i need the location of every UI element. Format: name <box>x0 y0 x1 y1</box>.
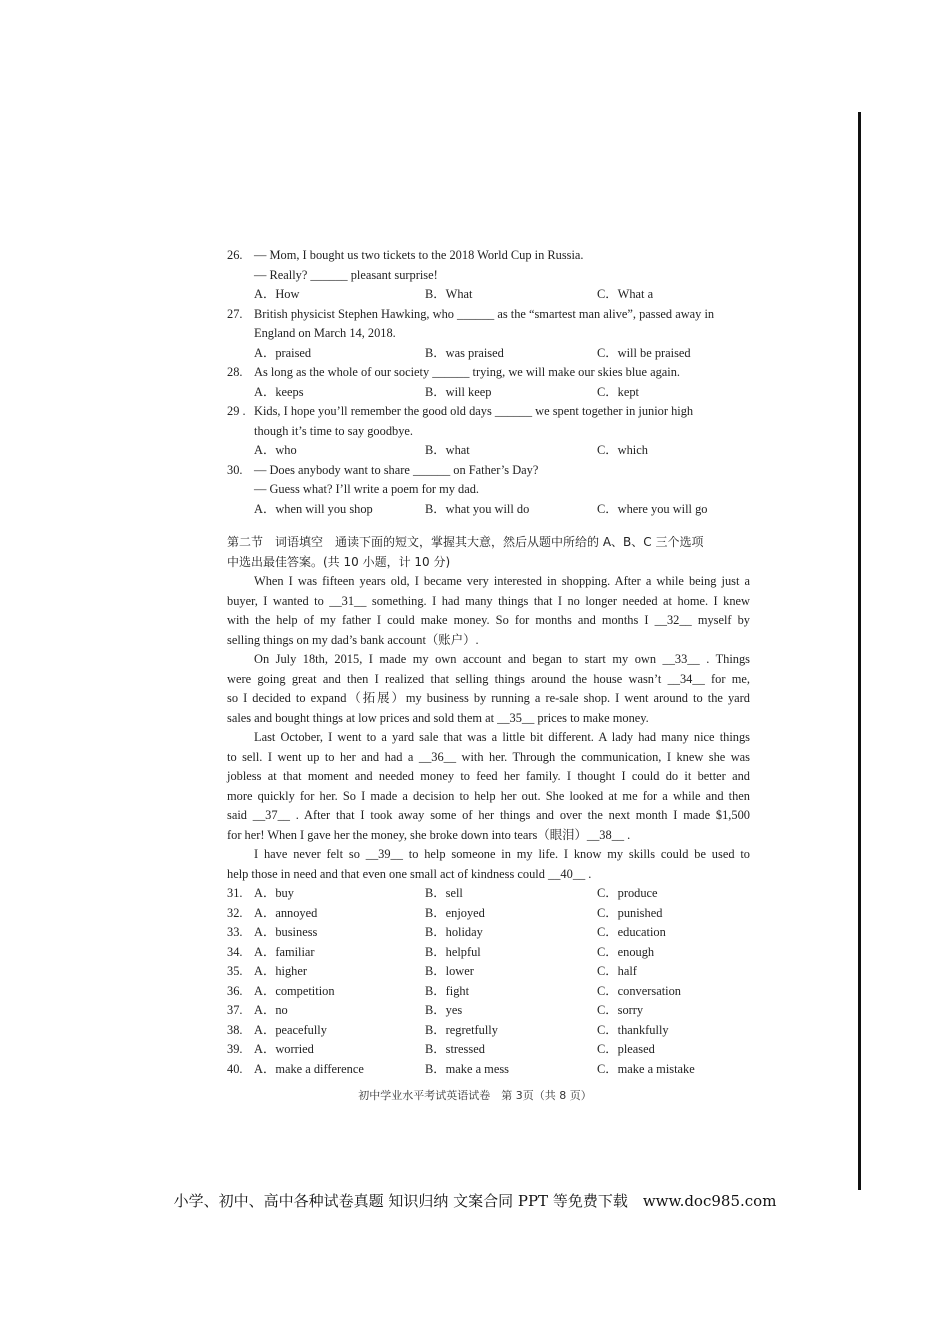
option-c: C．kept <box>597 384 639 399</box>
option-c: C．which <box>597 443 648 457</box>
option-c: C．punished <box>597 905 663 920</box>
option-a: A．keeps <box>254 384 304 399</box>
option-b: B．sell <box>425 886 463 900</box>
question-27 <box>227 305 750 364</box>
passage-line: said __37__ . After that I took away some of her things and over the next month I made $1,500 <box>227 808 750 822</box>
option-a: A．business <box>254 925 318 939</box>
option-c: C．conversation <box>597 983 681 998</box>
passage-paragraph-1 <box>227 572 750 650</box>
option-row-34 <box>227 943 750 963</box>
option-a: A．make a difference <box>254 1061 364 1076</box>
option-b: B．fight <box>425 983 470 998</box>
passage-line: more quickly for her. So I made a decision to help her out. She looked at me for a while and then <box>227 788 750 803</box>
passage-paragraph-2 <box>227 650 750 728</box>
option-c: C．half <box>597 964 637 978</box>
option-a: A．who <box>254 443 297 457</box>
option-a: A．when will you shop <box>254 501 373 516</box>
passage-line: On July 18th, 2015, I made my own account and began to start my own __33__ . Things <box>254 652 750 666</box>
question-text: As long as the whole of our society ______ trying, we will make our skies blue again. <box>254 365 681 379</box>
passage-line: so I decided to expand（拓展）my business by running a re-sale shop. I went around to the yard <box>227 691 750 705</box>
option-b: B．lower <box>425 964 474 978</box>
option-a: A．buy <box>254 886 294 900</box>
passage-line: When I was fifteen years old, I became very interested in shopping. After a while being just a <box>254 574 750 588</box>
option-b: B．regretfully <box>425 1022 498 1037</box>
option-row-36 <box>227 982 750 1002</box>
option-number: 32. <box>227 905 243 920</box>
option-b: B．enjoyed <box>425 905 485 920</box>
question-text: — Does anybody want to share ______ on Father’s Day? <box>254 462 539 477</box>
option-b: B．make a mess <box>425 1061 509 1076</box>
passage-line: selling things on my dad’s bank account（账户）. <box>227 632 479 647</box>
option-row-33 <box>227 923 750 943</box>
option-row-40 <box>227 1060 750 1080</box>
option-c: C．pleased <box>597 1042 655 1056</box>
section-title-line: 第二节 词语填空 通读下面的短文，掌握其大意，然后从题中所给的 A、B、C 三个选项 <box>227 535 704 549</box>
option-row-39 <box>227 1040 750 1060</box>
option-a: A．annoyed <box>254 905 318 920</box>
option-b: B．helpful <box>425 944 481 959</box>
passage-paragraph-4 <box>227 845 750 884</box>
option-row-35 <box>227 962 750 982</box>
passage-line: buyer, I wanted to __31__ something. I had many things that I no longer needed at home. I knew <box>227 593 750 608</box>
question-text: though it’s time to say goodbye. <box>254 423 414 438</box>
option-c: C．thankfully <box>597 1022 669 1037</box>
question-29 <box>227 402 750 461</box>
option-b: B．what you will do <box>425 501 530 516</box>
question-number: 27. <box>227 306 243 321</box>
option-number: 36. <box>227 983 243 998</box>
option-c: C．will be praised <box>597 345 691 360</box>
page-footer: 初中学业水平考试英语试卷 第 3页（共 8 页） <box>358 1089 592 1102</box>
section-title-line: 中选出最佳答案。(共 10 小题，计 10 分) <box>227 554 451 569</box>
option-number: 31. <box>227 886 243 900</box>
option-c: C．make a mistake <box>597 1061 695 1076</box>
option-c: C．What a <box>597 287 654 301</box>
option-b: B．What <box>425 287 473 301</box>
question-text: British physicist Stephen Hawking, who ______ as the “smartest man alive”, passed away in <box>254 306 715 321</box>
question-text: England on March 14, 2018. <box>254 326 396 340</box>
option-c: C．where you will go <box>597 501 708 516</box>
exam-content <box>227 246 750 1079</box>
download-banner: 小学、初中、高中各种试卷真题 知识归纳 文案合同 PPT 等免费下载 www.doc985.com <box>173 1192 777 1210</box>
passage-line: with the help of my father I could make money. So for months and months I __32__ myself by <box>227 613 750 627</box>
passage-line: were going great and then I realized that selling things around the house wasn’t __34__ for me, <box>227 671 750 686</box>
question-number: 29 . <box>227 404 246 418</box>
option-c: C．education <box>597 925 666 939</box>
option-b: B．stressed <box>425 1042 485 1056</box>
question-text: — Really? ______ pleasant surprise! <box>254 267 438 282</box>
passage-line: sales and bought things at low prices and sold them at __35__ prices to make money. <box>227 710 649 725</box>
option-b: B．will keep <box>425 384 492 399</box>
option-number: 37. <box>227 1003 243 1017</box>
question-text: — Guess what? I’ll write a poem for my dad. <box>254 482 480 496</box>
option-number: 34. <box>227 944 243 959</box>
option-a: A．peacefully <box>254 1022 327 1037</box>
passage-line: for her! When I gave her the money, she broke down into tears（眼泪）__38__ . <box>227 827 631 842</box>
option-c: C．produce <box>597 886 658 900</box>
option-b: B．what <box>425 443 470 457</box>
passage-line: help those in need and that even one small act of kindness could __40__ . <box>227 866 592 881</box>
option-row-31 <box>227 884 750 904</box>
passage-line: jobless at that moment and needed money to feed her family. I thought I could do it better and <box>227 769 750 783</box>
option-a: A．higher <box>254 964 307 978</box>
passage-line: Last October, I went to a yard sale that was a little bit different. A lady had many nice things <box>254 730 750 744</box>
option-c: C．sorry <box>597 1003 644 1017</box>
question-26 <box>227 246 750 305</box>
section-2-title <box>227 533 750 572</box>
question-text: — Mom, I bought us two tickets to the 2018 World Cup in Russia. <box>254 248 584 262</box>
question-28 <box>227 363 750 402</box>
option-b: B．holiday <box>425 925 483 939</box>
option-number: 40. <box>227 1061 243 1076</box>
option-number: 33. <box>227 925 243 939</box>
option-row-38 <box>227 1021 750 1041</box>
option-number: 38. <box>227 1022 243 1037</box>
question-number: 26. <box>227 248 243 262</box>
option-b: B．yes <box>425 1003 463 1017</box>
option-c: C．enough <box>597 944 655 959</box>
question-30 <box>227 461 750 520</box>
passage-paragraph-3 <box>227 728 750 845</box>
passage-line: to sell. I went up to her and had a __36__ with her. Through the communication, I knew she was <box>227 749 750 764</box>
question-number: 30. <box>227 462 243 477</box>
option-b: B．was praised <box>425 345 504 360</box>
question-text: Kids, I hope you’ll remember the good old days ______ we spent together in junior high <box>254 404 694 418</box>
option-a: A．How <box>254 287 300 301</box>
page-edge-line <box>858 112 861 1190</box>
option-number: 35. <box>227 964 243 978</box>
option-row-37 <box>227 1001 750 1021</box>
option-a: A．no <box>254 1003 288 1017</box>
option-number: 39. <box>227 1042 243 1056</box>
option-a: A．worried <box>254 1042 314 1056</box>
option-a: A．competition <box>254 983 335 998</box>
passage-line: I have never felt so __39__ to help someone in my life. I know my skills could be used to <box>254 847 750 861</box>
option-row-32 <box>227 904 750 924</box>
question-number: 28. <box>227 365 243 379</box>
option-a: A．praised <box>254 345 312 360</box>
option-a: A．familiar <box>254 944 315 959</box>
cloze-options <box>227 884 750 1079</box>
